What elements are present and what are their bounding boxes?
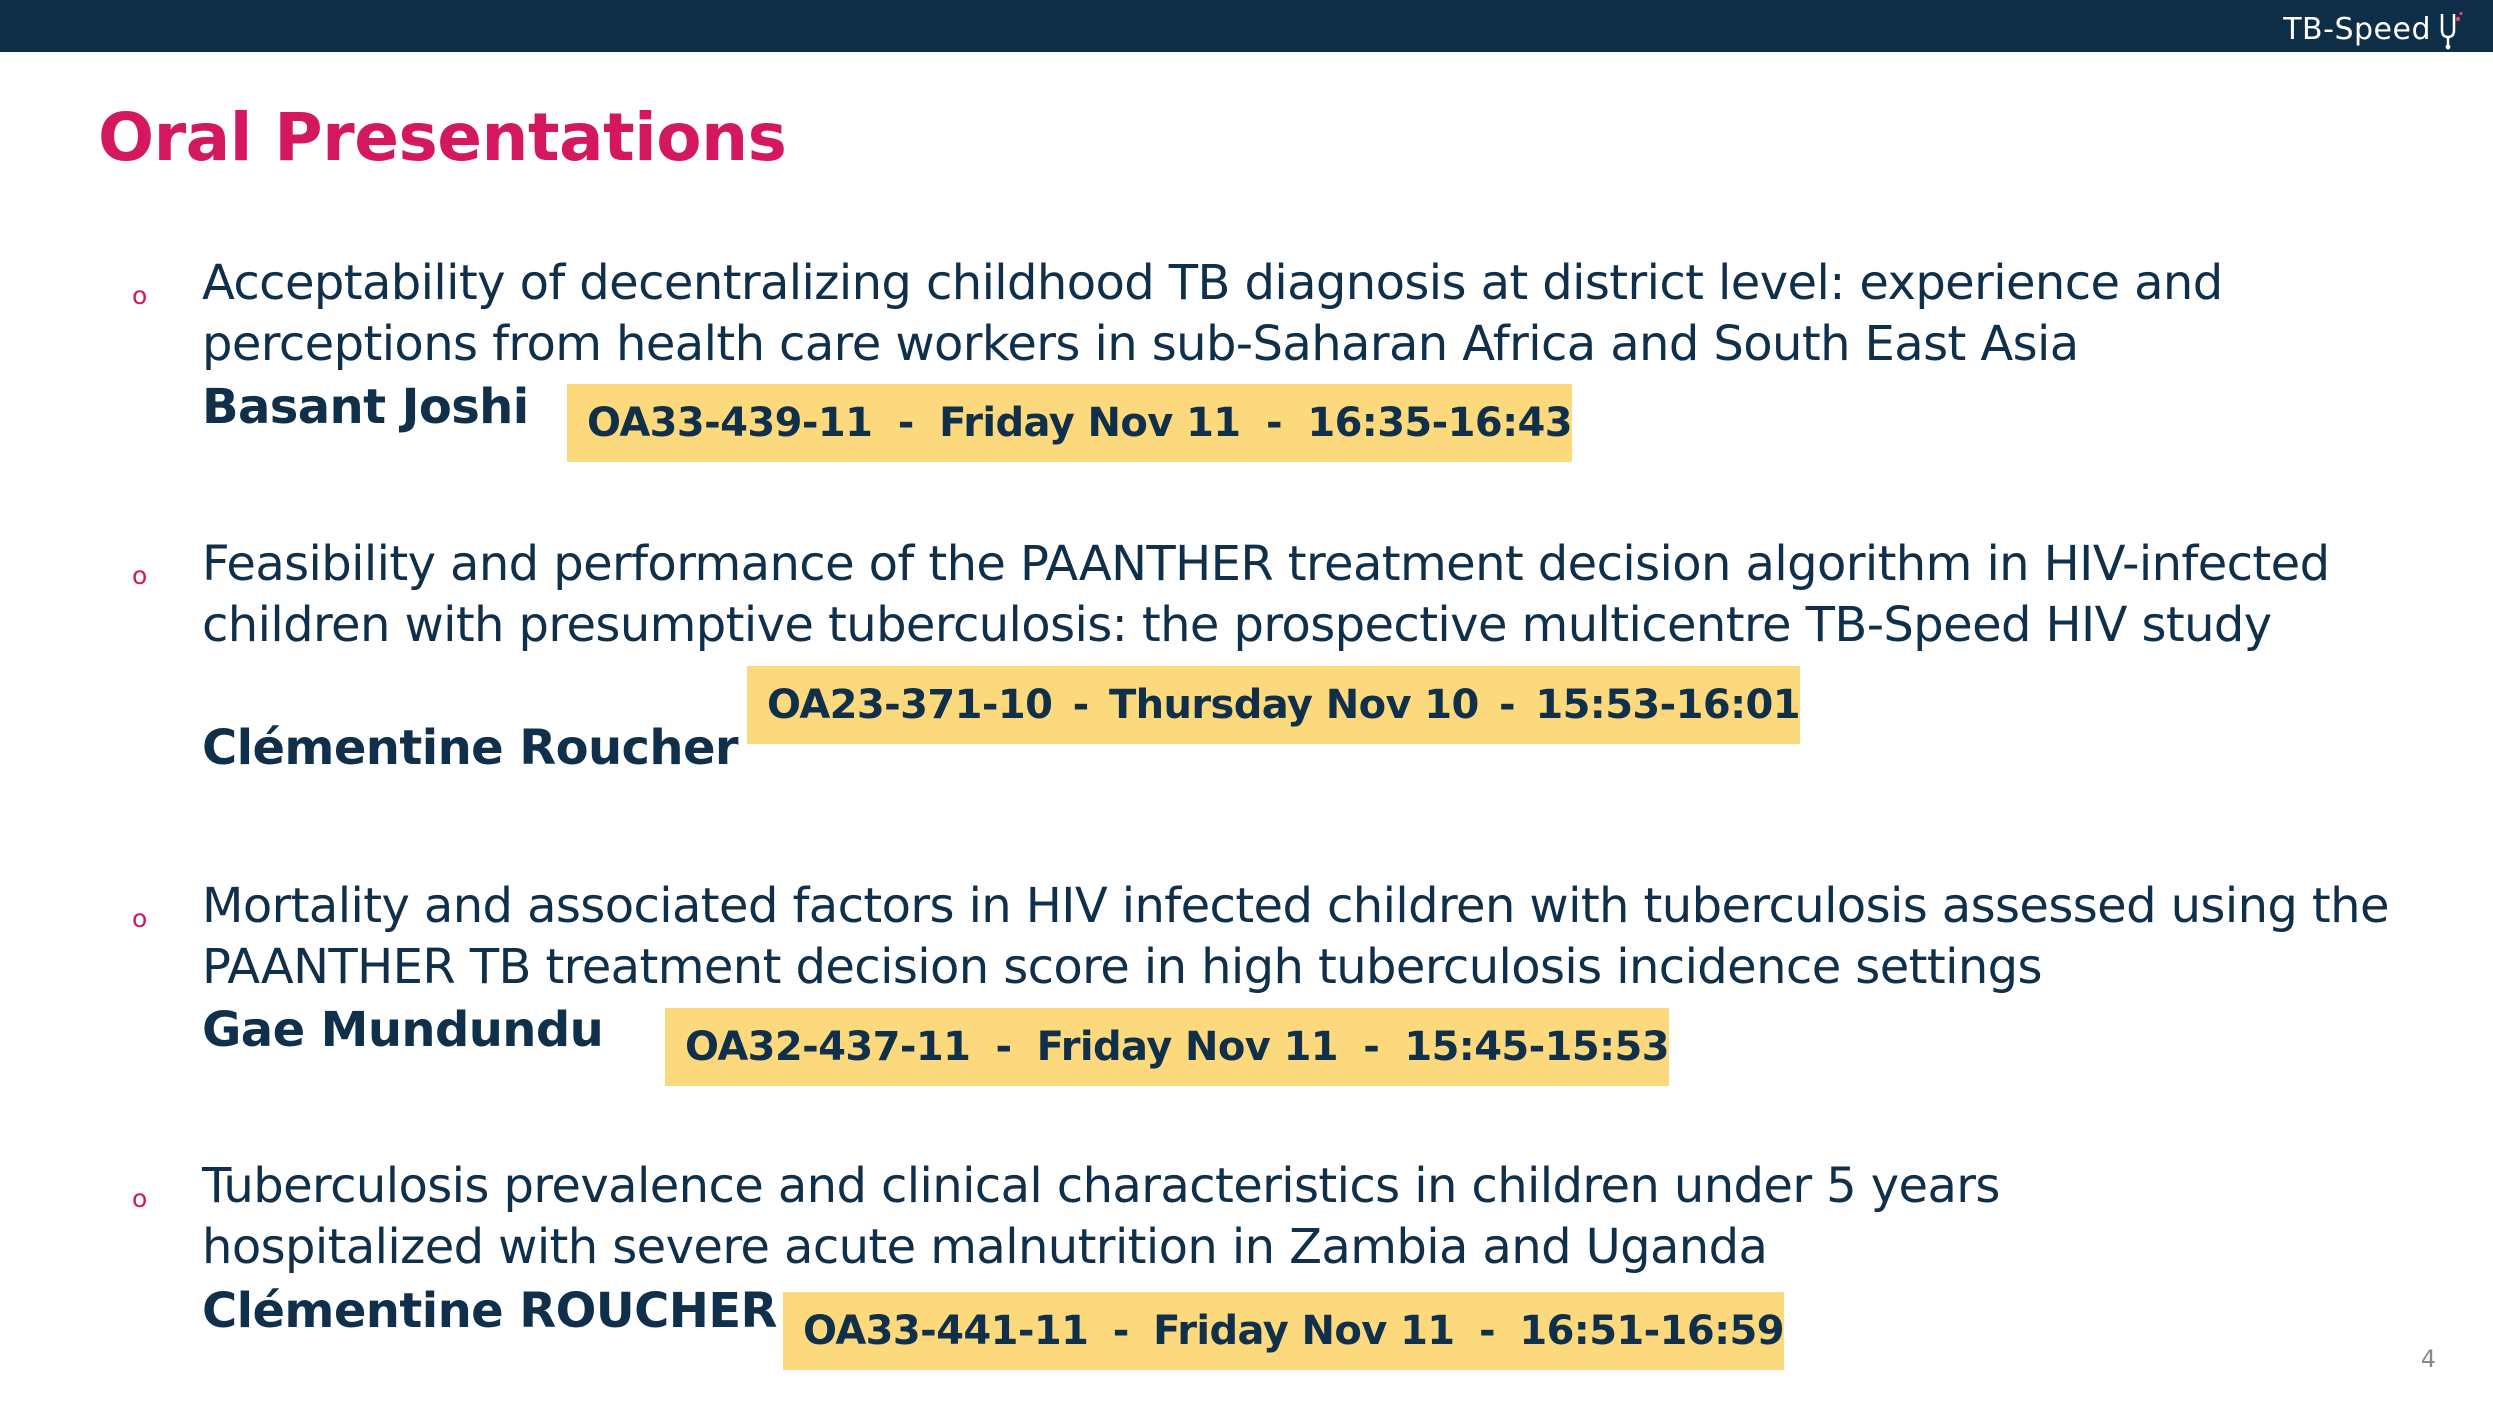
session-badge — [783, 1292, 1784, 1370]
session-badge — [567, 384, 1572, 462]
session-code: OA33-441-11 — [803, 1308, 1089, 1354]
presentation-title: Acceptability of decentralizing childhood TB diagnosis at district level: experience and perceptions from health care workers in sub-Saharan Africa and South East Asia — [202, 255, 2223, 372]
session-date: Friday Nov 11 — [939, 400, 1241, 446]
presentation-author: Clémentine ROUCHER — [202, 1283, 777, 1339]
session-code: OA23-371-10 — [767, 682, 1053, 728]
session-time: 15:53-16:01 — [1535, 682, 1800, 728]
stethoscope-icon — [2433, 10, 2463, 50]
presentation-title: Tuberculosis prevalence and clinical characteristics in children under 5 years hospitalized with severe acute malnutrition in Zambia and Uganda — [202, 1158, 2000, 1275]
session-time: 16:35-16:43 — [1307, 400, 1572, 446]
session-code: OA32-437-11 — [685, 1024, 971, 1070]
presentation-author: Clémentine Roucher — [202, 720, 738, 776]
brand-name: TB-Speed — [2283, 12, 2431, 47]
brand-logo — [2283, 10, 2463, 50]
bullet-icon: o — [132, 1184, 148, 1213]
session-date: Friday Nov 11 — [1036, 1024, 1339, 1070]
session-separator: - — [897, 400, 914, 446]
session-badge — [747, 666, 1800, 744]
presentation-author: Basant Joshi — [202, 379, 529, 435]
presentation-author: Gae Mundundu — [202, 1002, 604, 1058]
session-separator: - — [1478, 1308, 1495, 1354]
session-separator: - — [1072, 682, 1089, 728]
session-code: OA33-439-11 — [587, 400, 873, 446]
session-separator: - — [995, 1024, 1012, 1070]
session-date: Friday Nov 11 — [1153, 1308, 1455, 1354]
session-separator: - — [1112, 1308, 1129, 1354]
session-separator: - — [1499, 682, 1516, 728]
bullet-icon: o — [132, 561, 148, 590]
session-time: 16:51-16:59 — [1519, 1308, 1784, 1354]
session-separator: - — [1265, 400, 1282, 446]
page-title: Oral Presentations — [98, 99, 787, 176]
header-bar — [0, 0, 2493, 52]
bullet-icon: o — [132, 904, 148, 933]
presentation-title: Mortality and associated factors in HIV infected children with tuberculosis assessed using the PAANTHER TB treatment decision score in high tuberculosis incidence settings — [202, 878, 2389, 995]
session-badge — [665, 1008, 1669, 1086]
session-time: 15:45-15:53 — [1404, 1024, 1669, 1070]
page-number: 4 — [2420, 1345, 2436, 1373]
session-separator: - — [1363, 1024, 1380, 1070]
presentation-title: Feasibility and performance of the PAANTHER treatment decision algorithm in HIV-infected children with presumptive tuberculosis: the prospective multicentre TB-Speed HIV study — [202, 536, 2330, 653]
session-date: Thursday Nov 10 — [1108, 682, 1479, 728]
bullet-icon: o — [132, 281, 148, 310]
